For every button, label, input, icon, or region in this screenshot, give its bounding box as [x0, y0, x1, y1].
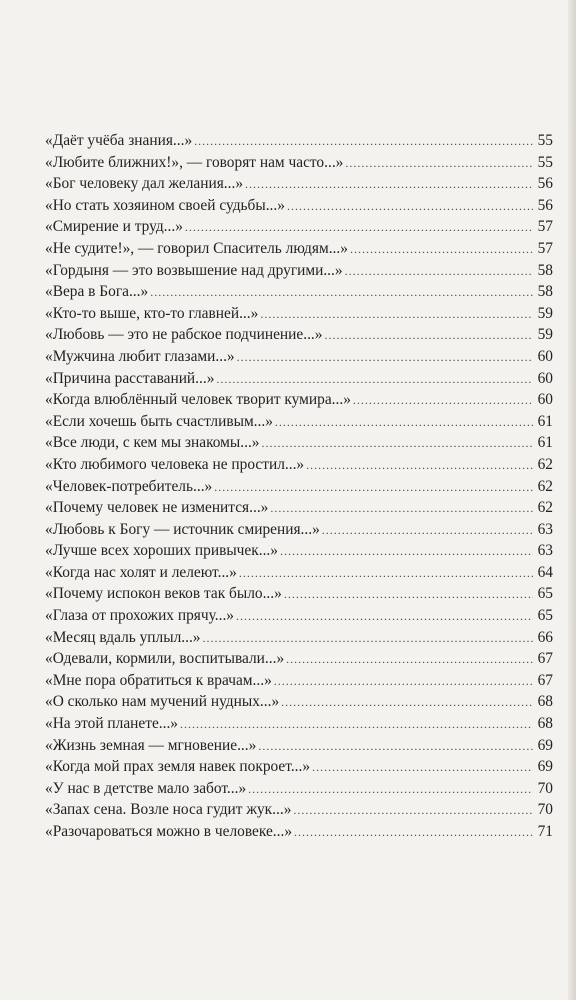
toc-entry-title: «Мне пора обратиться к врачам...» [45, 671, 272, 689]
toc-entry [45, 260, 553, 282]
toc-entry [45, 432, 553, 454]
toc-entry-title: «Когда нас холят и лелеют...» [45, 563, 237, 581]
table-of-contents [45, 130, 553, 843]
dot-leader [287, 196, 533, 218]
toc-entry-title: «Почему испокон веков так было...» [45, 585, 282, 603]
toc-entry-page-number: 63 [537, 520, 553, 538]
toc-entry-title: «Гордыня — это возвышение над другими...» [45, 261, 343, 279]
toc-entry [45, 303, 553, 325]
toc-entry-title: «Если хочешь быть счастливым...» [45, 412, 273, 430]
dot-leader [345, 153, 533, 175]
toc-entry [45, 540, 553, 562]
toc-entry-page-number: 65 [537, 607, 553, 625]
toc-entry-title: «На этой планете...» [45, 715, 179, 733]
dot-leader [260, 304, 533, 326]
dot-leader [237, 347, 533, 369]
toc-entry-title: «Одевали, кормили, воспитывали...» [45, 650, 285, 668]
toc-entry-title: «Смирение и труд...» [45, 218, 183, 236]
toc-entry-page-number: 58 [537, 261, 553, 279]
dot-leader [306, 455, 533, 477]
toc-entry-title: «Кто-то выше, кто-то главней...» [45, 304, 259, 322]
toc-entry-page-number: 71 [537, 823, 553, 840]
toc-entry [45, 281, 553, 303]
toc-entry [45, 648, 553, 670]
toc-entry-title: «Разочароваться можно в человеке...» [45, 823, 293, 840]
toc-entry-page-number: 62 [537, 499, 553, 517]
toc-entry-page-number: 61 [537, 434, 553, 452]
toc-entry-title: «Не судите!», — говорил Спаситель людям...» [45, 239, 348, 257]
toc-entry [45, 130, 553, 152]
dot-leader [185, 217, 533, 239]
toc-entry-title: «Почему человек не изменится...» [45, 499, 269, 517]
toc-entry [45, 324, 553, 346]
toc-entry-title: «Кто любимого человека не простил...» [45, 455, 305, 473]
dot-leader [324, 325, 533, 347]
toc-entry [45, 605, 553, 627]
toc-entry-page-number: 56 [537, 175, 553, 193]
toc-entry-title: «Когда мой прах земля навек покроет...» [45, 758, 311, 776]
toc-entry-title: «Но стать хозяином своей судьбы...» [45, 196, 285, 214]
toc-entry [45, 799, 553, 821]
toc-entry-page-number: 60 [537, 369, 553, 387]
toc-entry-page-number: 67 [537, 671, 553, 689]
toc-entry-title: «Любовь — это не рабское подчинение...» [45, 326, 323, 344]
toc-entry [45, 195, 553, 217]
dot-leader [194, 131, 533, 153]
toc-entry-title: «Лучше всех хороших привычек...» [45, 542, 278, 560]
dot-leader [216, 369, 533, 391]
toc-entry [45, 627, 553, 649]
dot-leader [180, 714, 533, 736]
toc-entry-page-number: 58 [537, 283, 553, 301]
toc-entry [45, 454, 553, 476]
toc-entry-page-number: 63 [537, 542, 553, 560]
toc-entry-page-number: 68 [537, 693, 553, 711]
toc-entry-page-number: 57 [537, 239, 553, 257]
toc-entry [45, 476, 553, 498]
dot-leader [239, 563, 533, 585]
dot-leader [262, 433, 534, 455]
dot-leader [214, 477, 533, 499]
toc-entry [45, 519, 553, 541]
toc-entry-title: «Месяц вдаль уплыл...» [45, 628, 201, 646]
dot-leader [353, 390, 533, 412]
toc-entry-title: «Когда влюблённый человек творит кумира...» [45, 391, 351, 409]
toc-entry-title: «Жизнь земная — мгновение...» [45, 736, 257, 754]
toc-entry [45, 821, 553, 843]
toc-entry [45, 497, 553, 519]
toc-entry-page-number: 69 [537, 758, 553, 776]
toc-entry [45, 778, 553, 800]
dot-leader [248, 779, 533, 801]
toc-entry [45, 173, 553, 195]
toc-entry-page-number: 65 [537, 585, 553, 603]
toc-entry-title: «Все люди, с кем мы знакомы...» [45, 434, 260, 452]
dot-leader [202, 628, 533, 650]
toc-entry-page-number: 55 [537, 153, 553, 171]
dot-leader [286, 649, 533, 671]
toc-entry [45, 562, 553, 584]
toc-entry [45, 411, 553, 433]
toc-entry-page-number: 60 [537, 347, 553, 365]
toc-entry-page-number: 67 [537, 650, 553, 668]
dot-leader [281, 692, 533, 714]
toc-entry-title: «У нас в детстве мало забот...» [45, 779, 247, 797]
toc-entry-title: «Любовь к Богу — источник смирения...» [45, 520, 320, 538]
dot-leader [150, 282, 533, 304]
toc-entry [45, 216, 553, 238]
dot-leader [245, 174, 533, 196]
toc-entry-page-number: 70 [537, 779, 553, 797]
toc-entry [45, 670, 553, 692]
page-edge-shadow [568, 0, 576, 1000]
toc-entry-title: «Человек-потребитель...» [45, 477, 213, 495]
dot-leader [284, 584, 533, 606]
toc-entry-page-number: 60 [537, 391, 553, 409]
dot-leader [280, 541, 533, 563]
dot-leader [350, 239, 533, 261]
toc-entry [45, 238, 553, 260]
dot-leader [274, 671, 533, 693]
toc-entry-page-number: 62 [537, 477, 553, 495]
toc-entry [45, 152, 553, 174]
toc-entry [45, 389, 553, 411]
toc-entry [45, 735, 553, 757]
toc-entry-page-number: 64 [537, 563, 553, 581]
dot-leader [258, 736, 533, 758]
toc-entry-title: «Даёт учёба знания...» [45, 132, 193, 149]
toc-entry-title: «Мужчина любит глазами...» [45, 347, 235, 365]
toc-entry-page-number: 66 [537, 628, 553, 646]
toc-entry-page-number: 70 [537, 801, 553, 819]
toc-entry-page-number: 57 [537, 218, 553, 236]
toc-entry-page-number: 68 [537, 715, 553, 733]
toc-entry [45, 346, 553, 368]
toc-entry-title: «Вера в Бога...» [45, 283, 149, 301]
toc-entry-page-number: 69 [537, 736, 553, 754]
dot-leader [275, 412, 533, 434]
toc-entry-title: «Глаза от прохожих прячу...» [45, 607, 234, 625]
toc-entry [45, 713, 553, 735]
toc-entry-title: «О сколько нам мучений нудных...» [45, 693, 280, 711]
dot-leader [322, 520, 533, 542]
toc-entry-title: «Бог человеку дал желания...» [45, 175, 244, 193]
dot-leader [312, 757, 533, 779]
toc-entry-page-number: 56 [537, 196, 553, 214]
toc-entry [45, 583, 553, 605]
dot-leader [345, 261, 533, 283]
dot-leader [293, 800, 533, 822]
toc-entry-page-number: 59 [537, 326, 553, 344]
toc-entry [45, 691, 553, 713]
toc-entry [45, 756, 553, 778]
toc-entry-page-number: 62 [537, 455, 553, 473]
dot-leader [236, 606, 533, 628]
dot-leader [270, 498, 533, 520]
toc-entry-page-number: 55 [537, 132, 553, 149]
toc-entry-title: «Запах сена. Возле носа гудит жук...» [45, 801, 292, 819]
toc-entry-page-number: 59 [537, 304, 553, 322]
dot-leader [294, 822, 533, 844]
toc-entry-page-number: 61 [537, 412, 553, 430]
toc-entry-title: «Причина расставаний...» [45, 369, 215, 387]
toc-entry-title: «Любите ближних!», — говорят нам часто...» [45, 153, 344, 171]
toc-entry [45, 368, 553, 390]
